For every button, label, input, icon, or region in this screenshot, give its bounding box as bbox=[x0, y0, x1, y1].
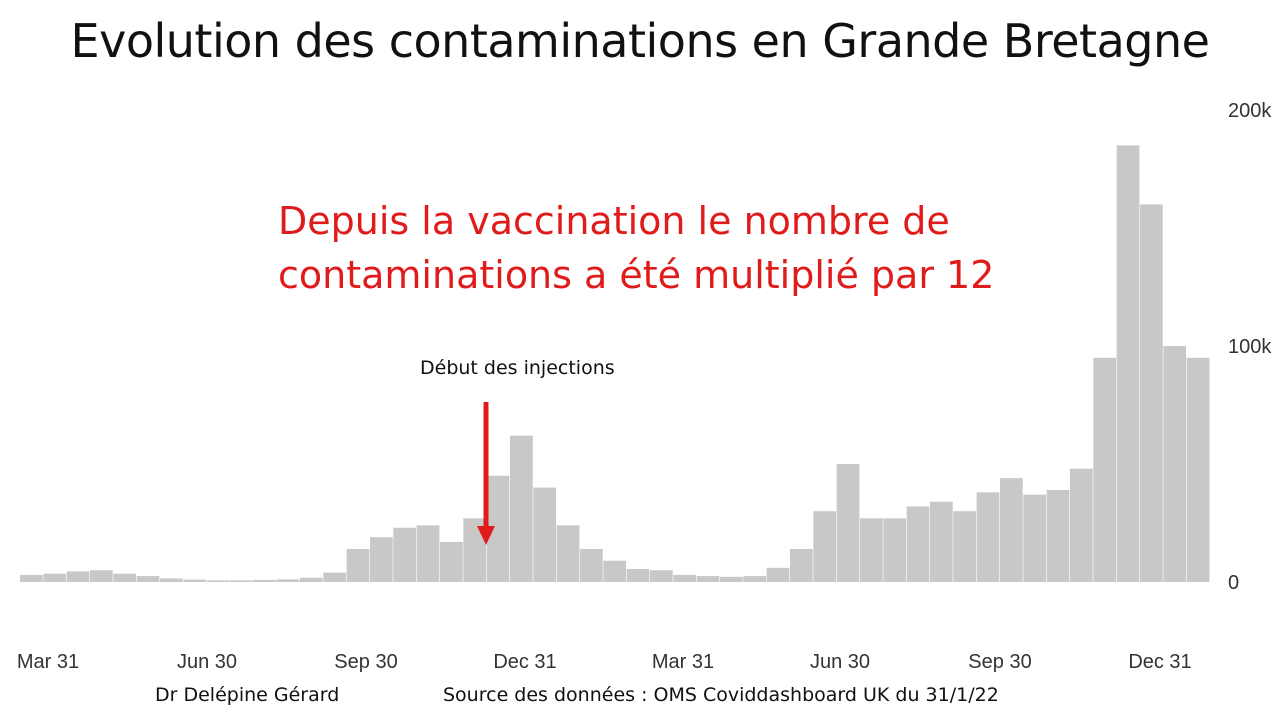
bar bbox=[417, 525, 440, 582]
headline bbox=[278, 194, 994, 302]
bar bbox=[1023, 495, 1046, 582]
bar bbox=[1047, 490, 1070, 582]
bar bbox=[113, 574, 136, 582]
page-title: Evolution des contaminations en Grande Bretagne bbox=[70, 14, 1210, 68]
bar bbox=[883, 518, 906, 582]
bar bbox=[230, 580, 253, 582]
bar bbox=[650, 570, 673, 582]
y-tick-label: 100k bbox=[1228, 336, 1272, 358]
bar bbox=[720, 577, 743, 582]
y-tick-label: 0 bbox=[1228, 572, 1240, 594]
bar bbox=[43, 574, 66, 582]
data-source: Source des données : OMS Coviddashboard UK du 31/1/22 bbox=[443, 684, 999, 706]
bar bbox=[977, 492, 1000, 582]
bar bbox=[253, 580, 276, 582]
bar bbox=[20, 575, 43, 582]
bar bbox=[1093, 358, 1116, 582]
bar bbox=[930, 502, 953, 582]
bar bbox=[673, 575, 696, 582]
bar bbox=[440, 542, 463, 582]
x-tick-label: Jun 30 bbox=[176, 651, 238, 673]
bar bbox=[767, 568, 790, 582]
bar bbox=[393, 528, 416, 582]
x-tick-label: Jun 30 bbox=[809, 651, 871, 673]
bar bbox=[533, 488, 556, 582]
bar bbox=[510, 436, 533, 582]
bar bbox=[207, 580, 230, 582]
author-credit: Dr Delépine Gérard bbox=[155, 684, 340, 706]
bar bbox=[1117, 145, 1140, 582]
bar bbox=[580, 549, 603, 582]
bar bbox=[860, 518, 883, 582]
bar bbox=[1140, 204, 1163, 582]
bar bbox=[347, 549, 370, 582]
bar bbox=[837, 464, 860, 582]
y-tick-label: 200k bbox=[1228, 100, 1272, 122]
bar bbox=[697, 576, 720, 582]
bar bbox=[300, 578, 323, 582]
bar bbox=[67, 571, 90, 582]
x-axis bbox=[17, 651, 1192, 673]
x-tick-label: Sep 30 bbox=[968, 651, 1032, 673]
headline-line-1: Depuis la vaccination le nombre de bbox=[278, 199, 950, 243]
bar bbox=[277, 579, 300, 582]
bar bbox=[183, 580, 206, 582]
bar bbox=[1070, 469, 1093, 582]
headline-line-2: contaminations a été multiplié par 12 bbox=[278, 253, 995, 297]
bar bbox=[1163, 346, 1186, 582]
bar bbox=[627, 569, 650, 582]
x-tick-label: Mar 31 bbox=[651, 651, 715, 673]
x-tick-label: Dec 31 bbox=[1128, 651, 1192, 673]
x-tick-label: Mar 31 bbox=[16, 651, 80, 673]
bar bbox=[160, 578, 183, 582]
x-tick-label: Sep 30 bbox=[334, 651, 398, 673]
injection-start-label: Début des injections bbox=[420, 357, 615, 379]
bar bbox=[137, 576, 160, 582]
bar bbox=[953, 511, 976, 582]
bar bbox=[370, 537, 393, 582]
x-tick-label: Dec 31 bbox=[493, 651, 557, 673]
bar bbox=[90, 570, 113, 582]
bar bbox=[907, 506, 930, 582]
bar bbox=[1000, 478, 1023, 582]
bar bbox=[1187, 358, 1210, 582]
bar bbox=[323, 573, 346, 582]
bar bbox=[603, 561, 626, 582]
bar bbox=[743, 576, 766, 582]
y-axis bbox=[1228, 100, 1272, 594]
bar bbox=[790, 549, 813, 582]
bar bbox=[813, 511, 836, 582]
bar bbox=[557, 525, 580, 582]
